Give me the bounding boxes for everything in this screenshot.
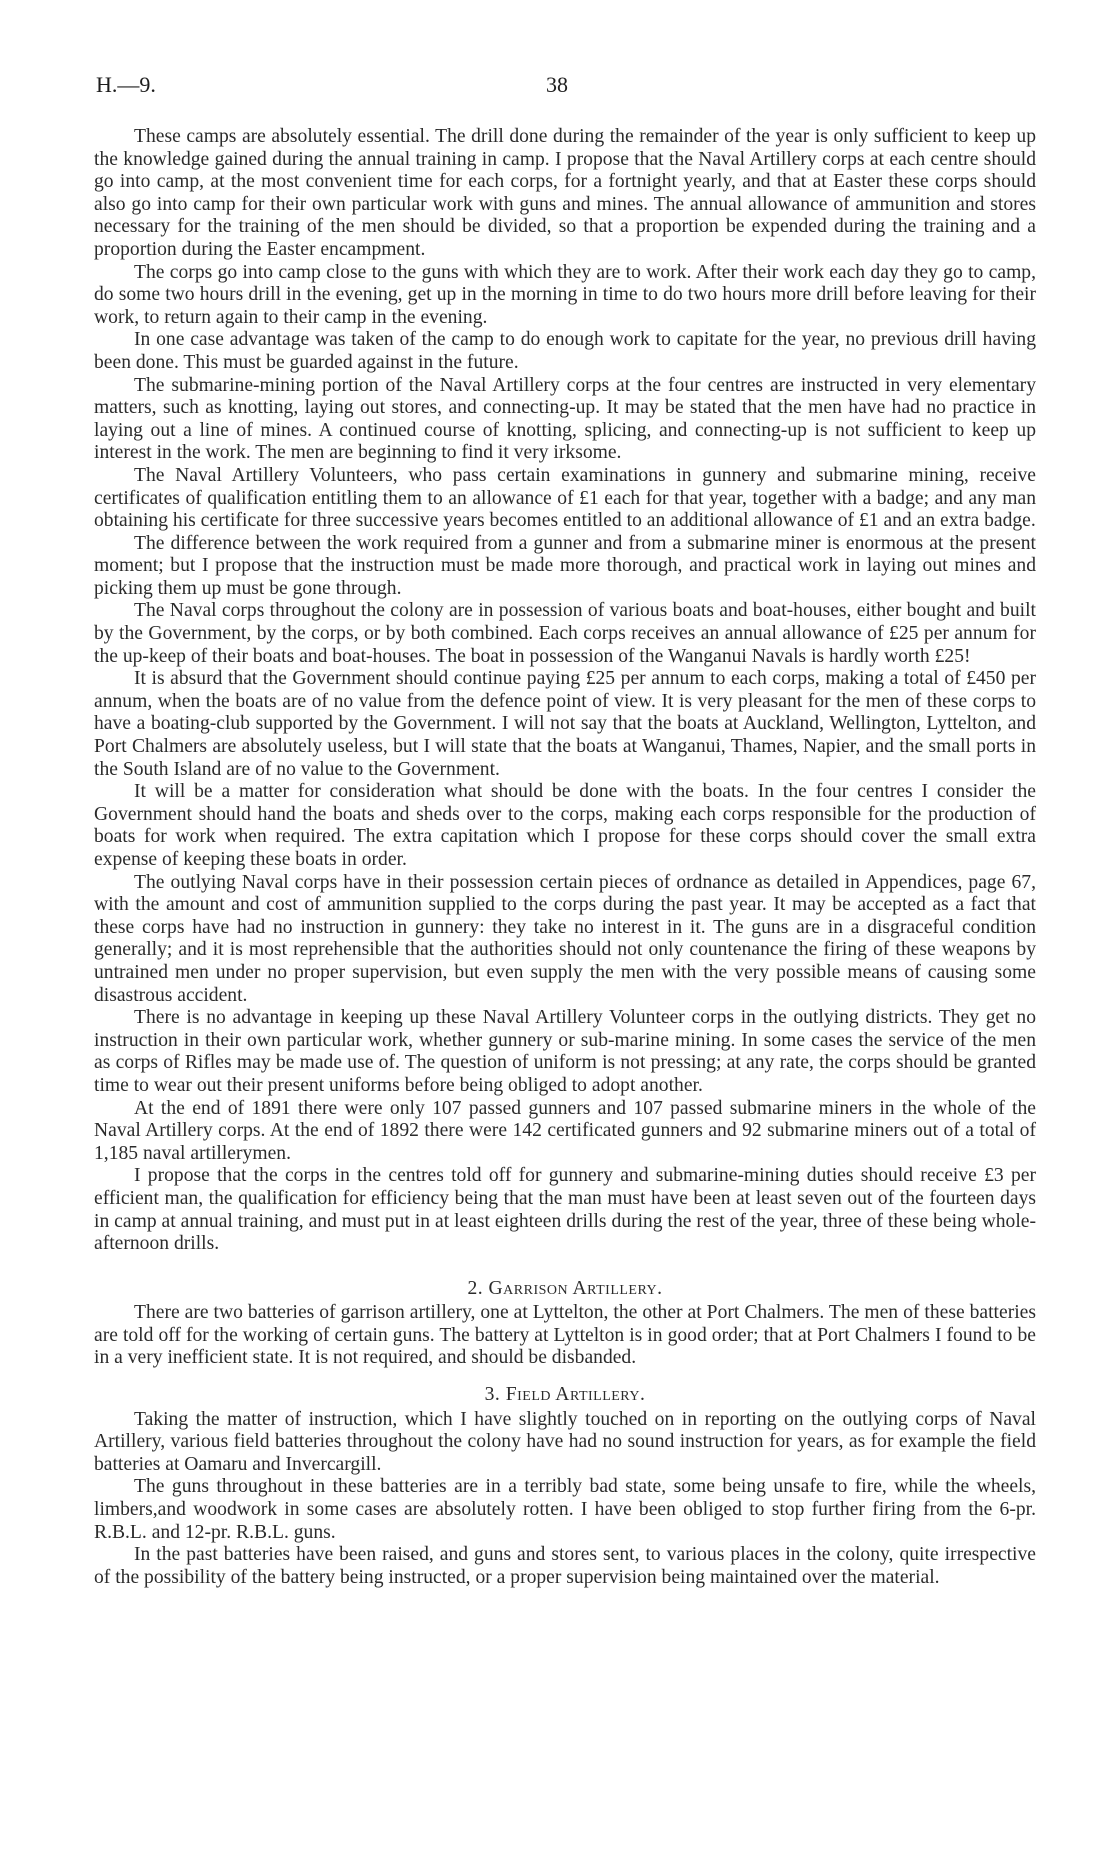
page-number: 38: [546, 72, 568, 97]
paragraph: There are two batteries of garrison artillery, one at Lyttelton, the other at Port Chalmers. The men of these batteries are told off for the working of certain guns. The battery at Lyttelton is in good order; that at Port Chalmers I found to be in a very inefficient state. It is not required, and should be disbanded.: [94, 1302, 1036, 1369]
paragraph: At the end of 1891 there were only 107 passed gunners and 107 passed submarine miners in the whole of the Naval Artillery corps. At the end of 1892 there were 142 certificated gunners and 92 submarine miners out of a total of 1,185 naval artillerymen.: [94, 1097, 1036, 1164]
paragraph: In one case advantage was taken of the camp to do enough work to capitate for the year, no previous drill having been done. This must be guarded against in the future.: [94, 329, 1036, 373]
paragraph: The Naval Artillery Volunteers, who pass certain examinations in gunnery and submarine mining, receive certificates of qualification entitling them to an allowance of £1 each for that year, together with a badge; and any man obtaining his certificate for three successive years becomes entitled to an additional allowance of £1 and an extra badge.: [94, 464, 1036, 532]
section-heading-field-artillery: 3. Field Artillery.: [484, 1384, 646, 1406]
paragraph: The Naval corps throughout the colony are in possession of various boats and boat-houses, either bought and built by the Government, by the corps, or by both combined. Each corps receives an annual allowance of £25 per annum for the up-keep of their boats and boat-houses. The boat in possession of the Wanganui Navals is hardly worth £25!: [94, 600, 1036, 667]
page-header: [96, 72, 1018, 108]
paragraph: These camps are absolutely essential. The drill done during the remainder of the year is only sufficient to keep up the knowledge gained during the annual training in camp. I propose that the Naval Artillery corps at each centre should go into camp, at the most convenient time for each corps, for a fortnight yearly, and that at Easter these corps should also go into camp for their own particular work with guns and mines. The annual allowance of ammunition and stores necessary for the training of the men should be divided, so that a proportion be expended during the training and a proportion during the Easter encampment.: [94, 126, 1036, 260]
paragraph: The outlying Naval corps have in their possession certain pieces of ordnance as detailed in Appendices, page 67, with the amount and cost of ammunition supplied to the corps during the past year. It may be accepted as a fact that these corps have had no instruction in gunnery: they take no interest in it. The guns are in a disgraceful condition generally; and it is most reprehensible that the authorities should not only countenance the firing of these weapons by untrained men under no proper supervision, but even supply the men with the very possible means of causing some disastrous accident.: [94, 871, 1036, 1006]
paragraph: The submarine-mining portion of the Naval Artillery corps at the four centres are instructed in very elementary matters, such as knotting, laying out stores, and connecting-up. It may be stated that the men have had no practice in laying out a line of mines. A continued course of knotting, splicing, and connecting-up is not sufficient to keep up interest in the work. The men are beginning to find it very irksome.: [94, 374, 1036, 464]
paragraph: The corps go into camp close to the guns with which they are to work. After their work each day they go to camp, do some two hours drill in the evening, get up in the morning in time to do two hours more drill before leaving for their work, to return again to their camp in the evening.: [94, 261, 1036, 328]
body-text: [94, 126, 1036, 1589]
paragraph: It will be a matter for consideration what should be done with the boats. In the four centres I consider the Government should hand the boats and sheds over to the corps, making each corps responsible for the production of boats for work when required. The extra capitation which I propose for these corps should cover the small extra expense of keeping these boats in order.: [94, 781, 1036, 870]
paragraph: The guns throughout in these batteries are in a terribly bad state, some being unsafe to fire, while the wheels, limbers,and woodwork in some cases are absolutely rotten. I have been obliged to stop further firing from the 6-pr. R.B.L. and 12-pr. R.B.L. guns.: [94, 1476, 1036, 1543]
paragraph: Taking the matter of instruction, which I have slightly touched on in reporting on the outlying corps of Naval Artillery, various field batteries throughout the colony have had no sound instruction for years, as for example the field batteries at Oamaru and Invercargill.: [94, 1408, 1036, 1475]
paragraph: The difference between the work required from a gunner and from a submarine miner is enormous at the present moment; but I propose that the instruction must be made more thorough, and practical work in laying out mines and picking them up must be gone through.: [94, 532, 1036, 599]
paragraph: There is no advantage in keeping up these Naval Artillery Volunteer corps in the outlying districts. They get no instruction in their own particular work, whether gunnery or sub-marine mining. In some cases the service of the men as corps of Rifles may be made use of. The question of uniform is not pressing; at any rate, the corps should be granted time to wear out their present uniforms before being obliged to adopt another.: [94, 1007, 1036, 1096]
paragraph: In the past batteries have been raised, and guns and stores sent, to various places in the colony, quite irrespective of the possibility of the battery being instructed, or a proper supervision being maintained over the material.: [94, 1544, 1036, 1588]
paragraph: It is absurd that the Government should continue paying £25 per annum to each corps, making a total of £450 per annum, when the boats are of no value from the defence point of view. It is very pleasant for the men of these corps to have a boating-club supported by the Government. I will not say that the boats at Auckland, Wellington, Lyttelton, and Port Chalmers are absolutely useless, but I will state that the boats at Wanganui, Thames, Napier, and the small ports in the South Island are of no value to the Government.: [94, 668, 1036, 780]
section-heading-garrison-artillery: 2. Garrison Artillery.: [467, 1277, 663, 1299]
document-code: H.—9.: [96, 72, 156, 97]
paragraph: I propose that the corps in the centres told off for gunnery and submarine-mining duties should receive £3 per efficient man, the qualification for efficiency being that the man must have been at least seven out of the fourteen days in camp at annual training, and must put in at least eighteen drills during the rest of the year, three of these being whole-afternoon drills.: [94, 1165, 1036, 1255]
